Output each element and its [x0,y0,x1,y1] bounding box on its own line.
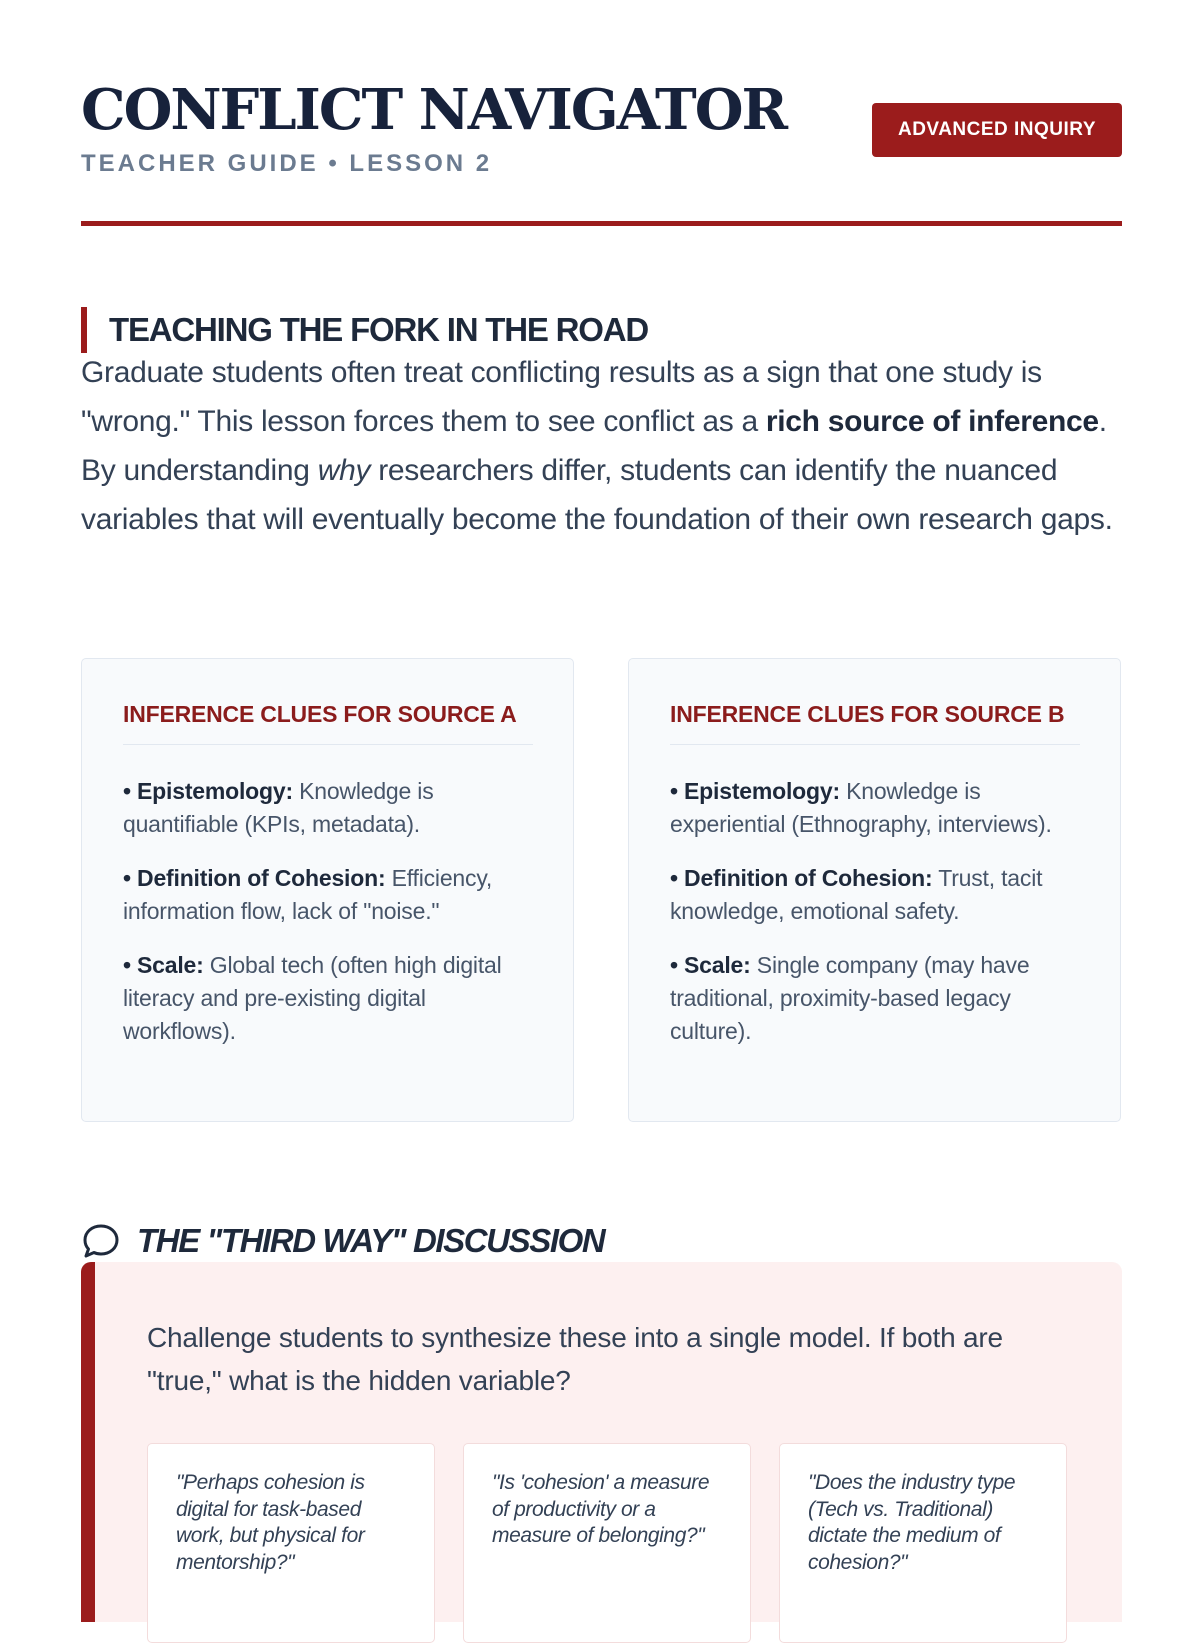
discussion-box [81,1262,1122,1622]
clue-text: Single company (may have traditional, proximity-based legacy culture). [670,952,1030,1044]
clue-item [670,775,1080,841]
question-card: "Does the industry type (Tech vs. Traditional) dictate the medium of cohesion?" [779,1443,1067,1643]
clue-label: • Definition of Cohesion: [123,865,386,891]
intro-text-2: . By understanding [81,405,1107,487]
intro-paragraph [81,348,1122,544]
source-b-clues [670,775,1080,1048]
clue-item [123,862,533,928]
clue-text: Trust, tacit knowledge, emotional safety. [670,865,1043,924]
source-a-title: INFERENCE CLUES FOR SOURCE A [123,701,533,745]
source-a-clues [123,775,533,1048]
clue-label: • Scale: [670,952,751,978]
source-b-card [628,658,1121,1122]
clue-label: • Epistemology: [123,778,293,804]
speech-bubble-icon [81,1221,121,1261]
question-card: "Perhaps cohesion is digital for task-based work, but physical for mentorship?" [147,1443,435,1643]
question-card: "Is 'cohesion' a measure of productivity or a measure of belonging?" [463,1443,751,1643]
clue-item [670,862,1080,928]
source-b-title: INFERENCE CLUES FOR SOURCE B [670,701,1080,745]
intro-emphasis: rich source of inference [765,405,1099,438]
clue-text: Efficiency, information flow, lack of "noise." [123,865,493,924]
clue-label: • Epistemology: [670,778,840,804]
page-subtitle: TEACHER GUIDE • LESSON 2 [81,150,493,177]
clue-item [670,949,1080,1048]
discussion-prompt: Challenge students to synthesize these into a single model. If both are "true," what is the hidden variable? [147,1322,1003,1396]
discussion-heading [81,1219,604,1263]
clue-label: • Scale: [123,952,204,978]
discussion-heading-text: THE "THIRD WAY" DISCUSSION [137,1222,605,1260]
section-heading: TEACHING THE FORK IN THE ROAD [81,307,648,353]
clue-label: • Definition of Cohesion: [670,865,933,891]
intro-text-3: researchers differ, students can identify the nuanced variables that will eventually become the foundation of their own research gaps. [81,454,1113,536]
level-badge: ADVANCED INQUIRY [872,103,1122,157]
clue-text: Knowledge is quantifiable (KPIs, metadata). [123,778,434,837]
intro-italic: why [317,454,371,487]
page [81,0,1122,1574]
intro-text-1: Graduate students often treat conflicting results as a sign that one study is "wrong." This lesson forces them to see conflict as a [81,356,1042,438]
clue-text: Global tech (often high digital literacy and pre-existing digital workflows). [123,952,502,1044]
source-a-card [81,658,574,1122]
clue-item [123,775,533,841]
page-title: CONFLICT NAVIGATOR [81,77,787,143]
page-header [81,0,1122,226]
clue-text: Knowledge is experiential (Ethnography, interviews). [670,778,1052,837]
clue-item [123,949,533,1048]
